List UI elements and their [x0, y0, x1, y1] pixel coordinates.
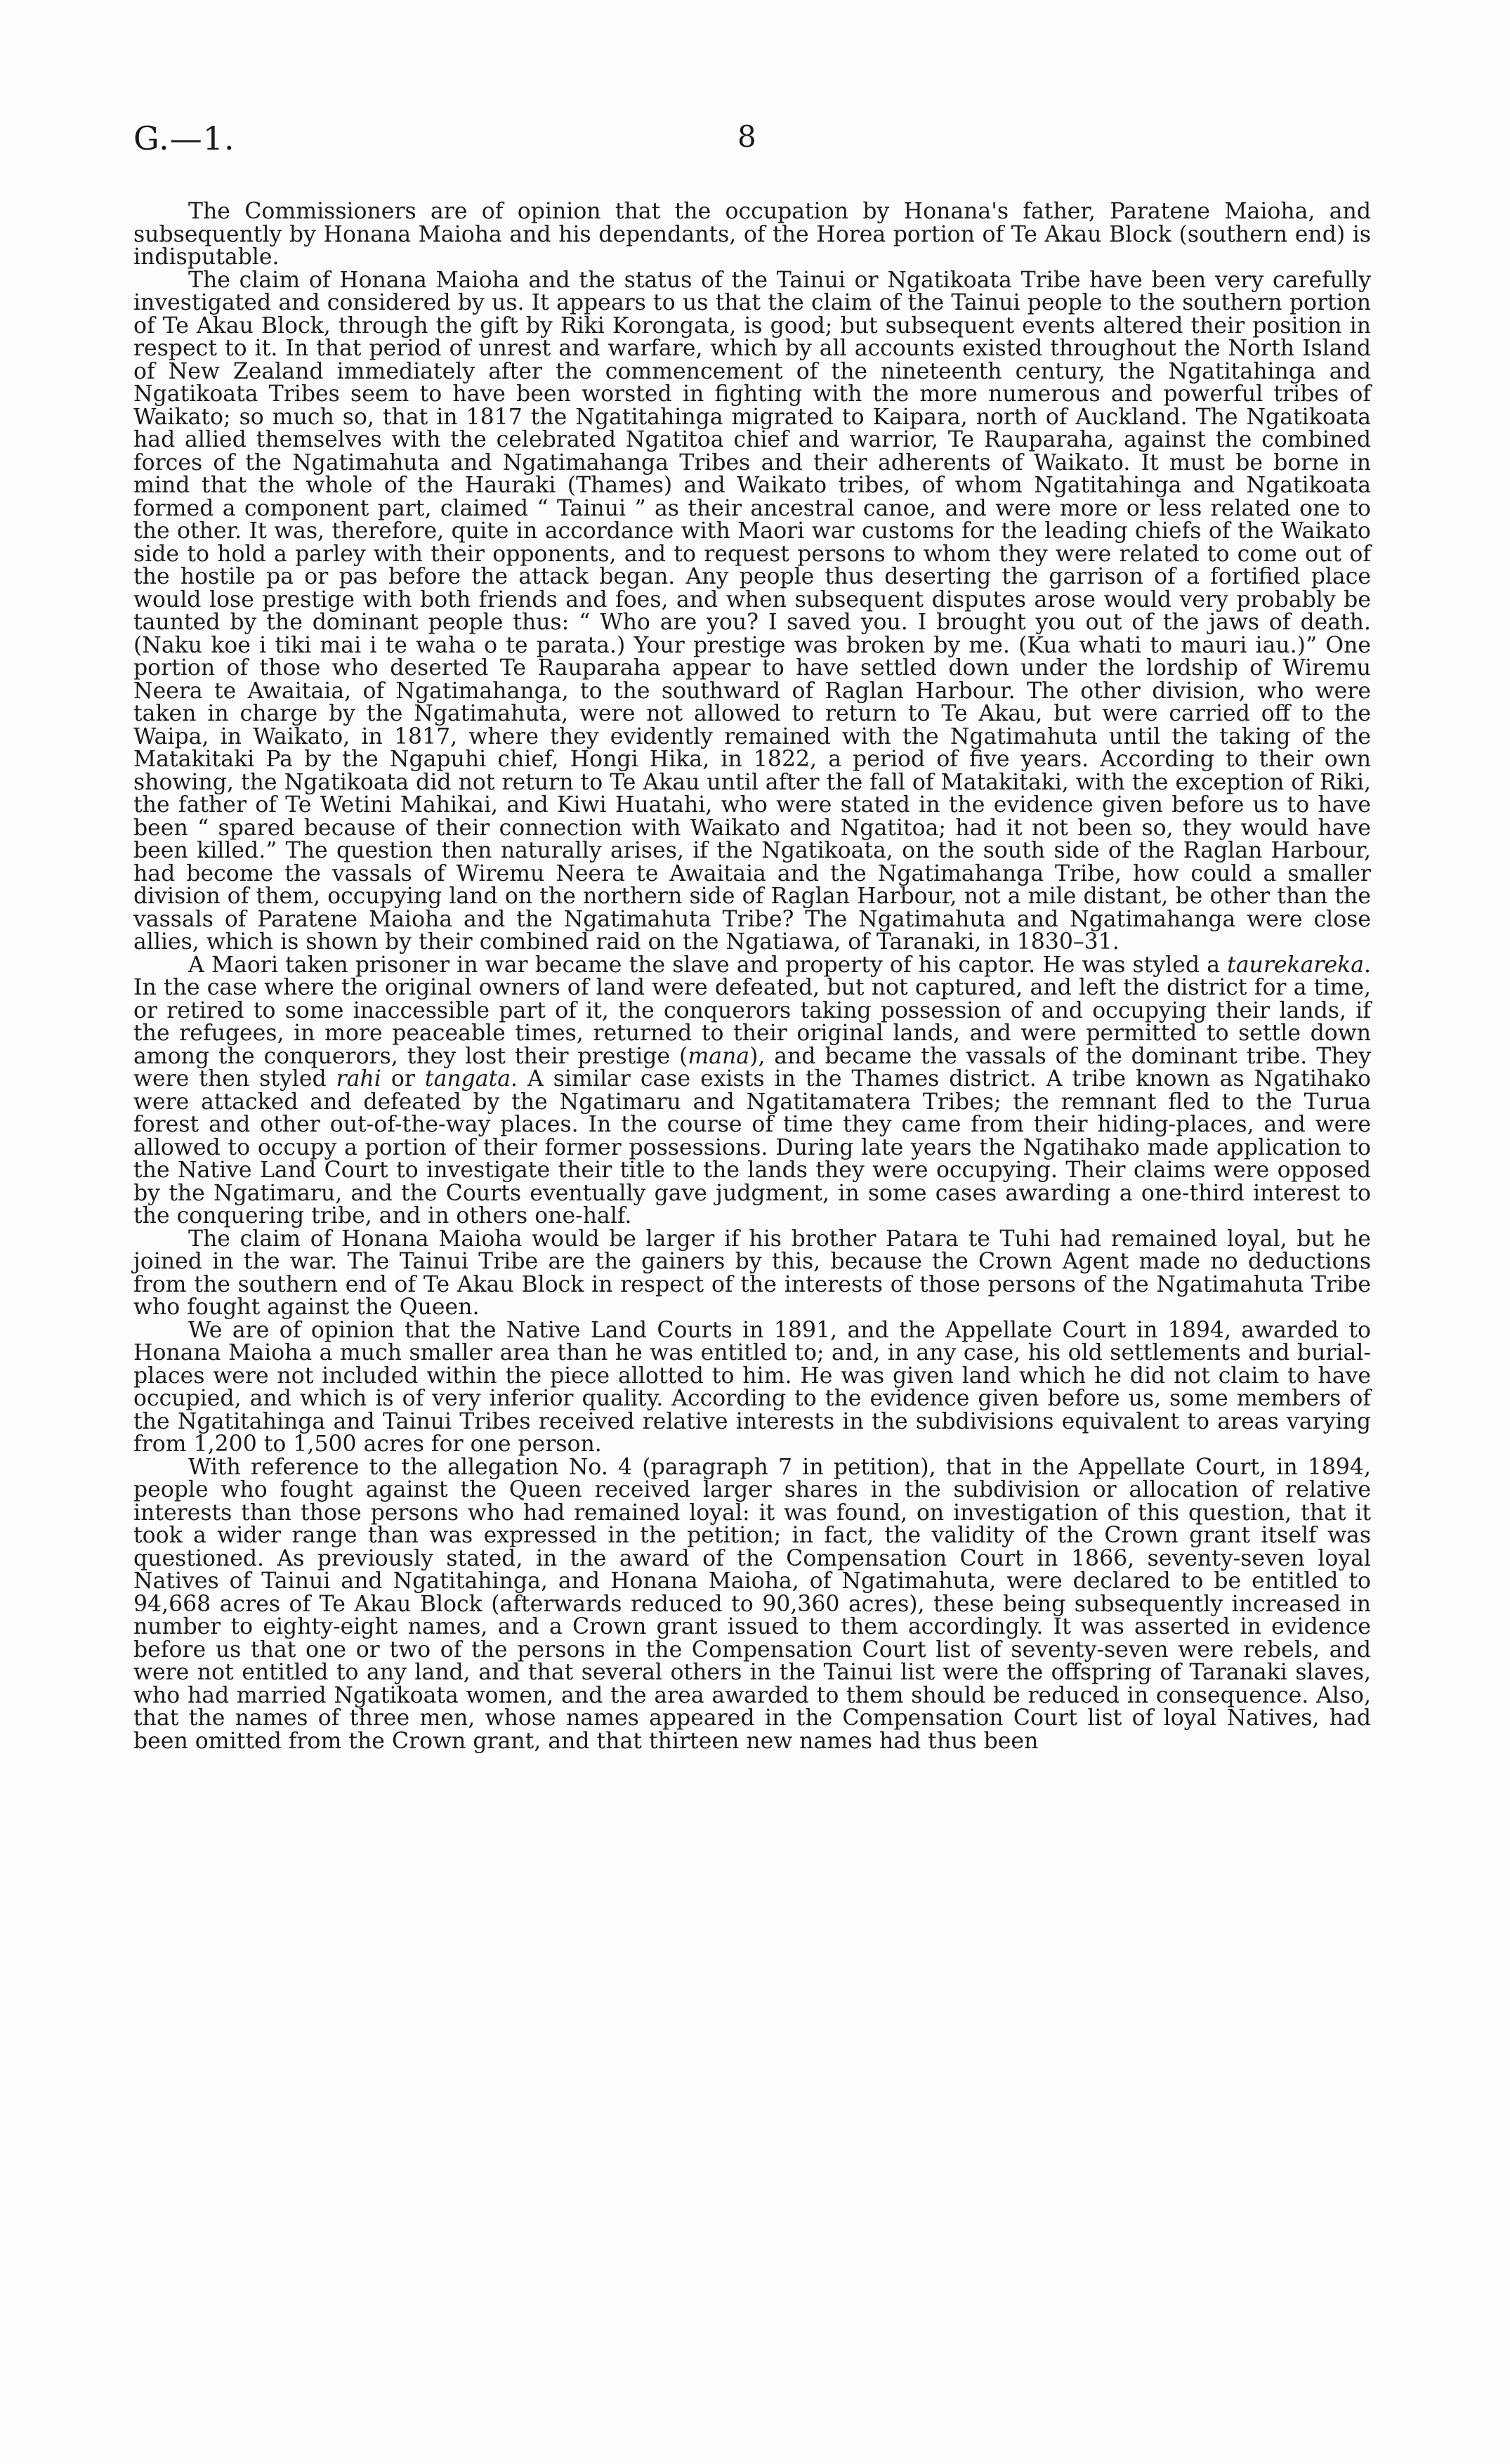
document-reference: G.—1.: [133, 119, 235, 157]
italic-term: taurekareka: [1227, 952, 1364, 978]
paragraph: The claim of Honana Maioha would be larger if his brother Patara te Tuhi had remained loyal, but he joined in the war. The Tainui Tribe are the gainers by this, because the Crown Agent made no deductions from the southern end of Te Akau Block in respect of the interests of those persons of the Ngatimahuta Tribe who fought against the Queen.: [133, 1226, 1371, 1320]
italic-term: tangata: [424, 1066, 511, 1092]
italic-term: rahi: [336, 1066, 381, 1092]
italic-term: mana: [688, 1043, 750, 1069]
paragraph: A Maori taken prisoner in war became the slave and property of his captor. He was styled a taurekareka. In the case where the original owners of land were defeated, but not captured, and left the district for a time, or retired to some inaccessible part of it, the conquerors taking possession of and occupying their lands, if the refugees, in more peaceable times, returned to their original lands, and were permitted to settle down among the conquerors, they lost their prestige (mana), and became the vassals of the dominant tribe. They were then styled rahi or tangata. A similar case exists in the Thames district. A tribe known as Ngatihako were attacked and defeated by the Ngatimaru and Ngatitamatera Tribes; the remnant fled to the Turua forest and other out-of-the-way places. In the course of time they came from their hiding-places, and were allowed to occupy a portion of their former possessions. During late years the Ngatihako made application to the Native Land Court to investigate their title to the lands they were occupying. Their claims were opposed by the Ngatimaru, and the Courts eventually gave judgment, in some cases awarding a one-third interest to the conquering tribe, and in others one-half.: [133, 952, 1372, 1228]
document-body: [133, 200, 1371, 1752]
page-number: 8: [737, 119, 756, 154]
paragraph: The Commissioners are of opinion that the occupation by Honana's father, Paratene Maioha, and subsequently by Honana Maioha and his dependants, of the Horea portion of Te Akau Block (southern end) is indisputable.: [133, 199, 1371, 270]
paragraph: The claim of Honana Maioha and the status of the Tainui or Ngatikoata Tribe have been very carefully investigated and considered by us. It appears to us that the claim of the Tainui people to the southern portion of Te Akau Block, through the gift by Riki Korongata, is good; but subsequent events altered their position in respect to it. In that period of unrest and warfare, which by all accounts existed throughout the North Island of New Zealand immediately after the commencement of the nineteenth century, the Ngatitahinga and Ngatikoata Tribes seem to have been worsted in fighting with the more numerous and powerful tribes of Waikato; so much so, that in 1817 the Ngatitahinga migrated to Kaipara, north of Auckland. The Ngatikoata had allied themselves with the celebrated Ngatitoa chief and warrior, Te Rauparaha, against the combined forces of the Ngatimahuta and Ngatimahanga Tribes and their adherents of Waikato. It must be borne in mind that the whole of the Hauraki (Thames) and Waikato tribes, of whom Ngatitahinga and Ngatikoata formed a component part, claimed “ Tainui ” as their ancestral canoe, and were more or less related one to the other. It was, therefore, quite in accordance with Maori war customs for the leading chiefs of the Waikato side to hold a parley with their opponents, and to request persons to whom they were related to come out of the hostile pa or pas before the attack began. Any people thus deserting the garrison of a fortified place would lose prestige with both friends and foes, and when subsequent disputes arose would very probably be taunted by the dominant people thus: “ Who are you? I saved you. I brought you out of the jaws of death. (Naku koe i tiki mai i te waha o te parata.) Your prestige was broken by me. (Kua whati to mauri iau.)” One portion of those who deserted Te Rauparaha appear to have settled down under the lordship of Wiremu Neera te Awaitaia, of Ngatimahanga, to the southward of Raglan Harbour. The other division, who were taken in charge by the Ngatimahuta, were not allowed to return to Te Akau, but were carried off to the Waipa, in Waikato, in 1817, where they evidently remained with the Ngatimahuta until the taking of the Matakitaki Pa by the Ngapuhi chief, Hongi Hika, in 1822, a period of five years. According to their own showing, the Ngatikoata did not return to Te Akau until after the fall of Matakitaki, with the exception of Riki, the father of Te Wetini Mahikai, and Kiwi Huatahi, who were stated in the evidence given before us to have been “ spared because of their connection with Waikato and Ngatitoa; had it not been so, they would have been killed.” The question then naturally arises, if the Ngatikoata, on the south side of the Raglan Harbour, had become the vassals of Wiremu Neera te Awaitaia and the Ngatimahanga Tribe, how could a smaller division of them, occupying land on the northern side of Raglan Harbour, not a mile distant, be other than the vassals of Paratene Maioha and the Ngatimahuta Tribe? The Ngatimahuta and Ngatimahanga were close allies, which is shown by their combined raid on the Ngatiawa, of Taranaki, in 1830–31.: [133, 267, 1371, 955]
page-header: [133, 119, 1370, 169]
paragraph: With reference to the allegation No. 4 (paragraph 7 in petition), that in the Appellate Court, in 1894, people who fought against the Queen received larger shares in the subdivision or allocation of relative interests than those persons who had remained loyal: it was found, on investigation of this question, that it took a wider range than was expressed in the petition; in fact, the validity of the Crown grant itself was questioned. As previously stated, in the award of the Compensation Court in 1866, seventy-seven loyal Natives of Tainui and Ngatitahinga, and Honana Maioha, of Ngatimahuta, were declared to be entitled to 94,668 acres of Te Akau Block (afterwards reduced to 90,360 acres), these being subsequently increased in number to eighty-eight names, and a Crown grant issued to them accordingly. It was asserted in evidence before us that one or two of the persons in the Compensation Court list of seventy-seven were rebels, and were not entitled to any land, and that several others in the Tainui list were the offspring of Taranaki slaves, who had married Ngatikoata women, and the area awarded to them should be reduced in consequence. Also, that the names of three men, whose names appeared in the Compensation Court list of loyal Natives, had been omitted from the Crown grant, and that thirteen new names had thus been: [133, 1454, 1371, 1754]
paragraph: We are of opinion that the Native Land Courts in 1891, and the Appellate Court in 1894, awarded to Honana Maioha a much smaller area than he was entitled to; and, in any case, his old settlements and burial-places were not included within the piece allotted to him. He was given land which he did not claim to have occupied, and which is of very inferior quality. According to the evidence given before us, some members of the Ngatitahinga and Tainui Tribes received relative interests in the subdivisions equivalent to areas varying from 1,200 to 1,500 acres for one person.: [133, 1317, 1371, 1457]
